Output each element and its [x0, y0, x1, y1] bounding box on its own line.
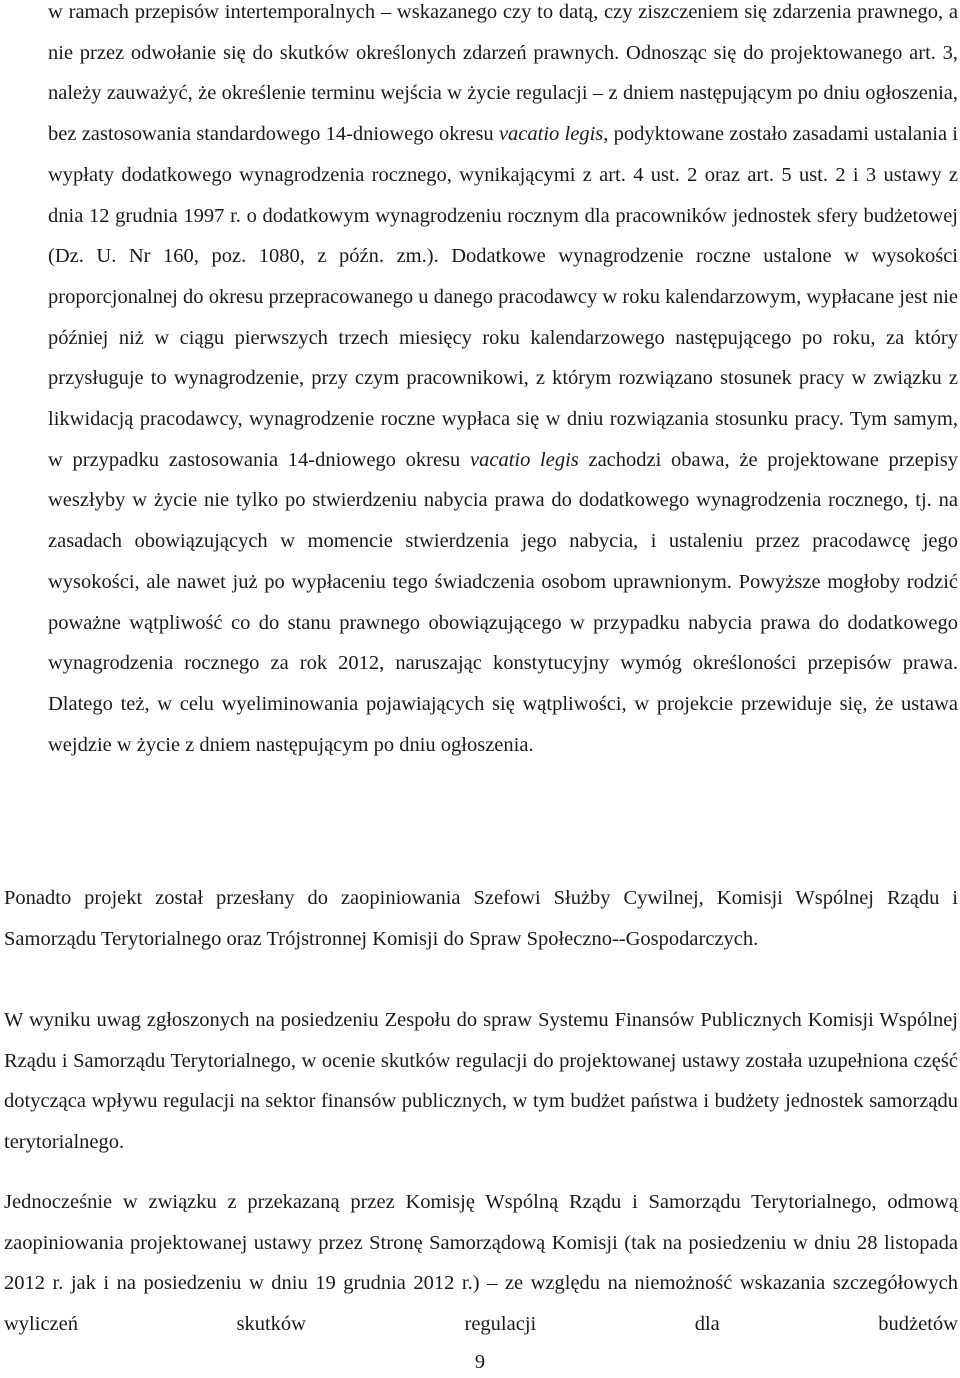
paragraph-1-text-a: w ramach przepisów intertemporalnych – wskazanego czy to datą, czy ziszczeniem się zdarzenia prawnego, a nie przez odwołanie się do skutków określonych zdarzeń prawnych. Odnosząc się do projektowanego art. 3, należy zauważyć, że określenie terminu wejścia w życie regulacji – z dniem następującym po dniu ogłoszenia, bez zastosowania standardowego 14-dniowego okresu	[48, 1, 958, 146]
page-number: 9	[474, 1351, 486, 1373]
paragraph-consultation: Ponadto projekt został przesłany do zaopiniowania Szefowi Służby Cywilnej, Komisji Wspólnej Rządu i Samorządu Terytorialnego oraz Trójstronnej Komisji do Spraw Społeczno--Gospodarczych.	[4, 887, 958, 950]
paragraph-commission-refusal: Jednocześnie w związku z przekazaną przez Komisję Wspólną Rządu i Samorządu Terytorialnego, odmową zaopiniowania projektowanej ustawy przez Stronę Samorządową Komisji (tak na posiedzeniu w dniu 28 listopada 2012 r. jak i na posiedzeniu w dniu 19 grudnia 2012 r.) – ze względu na niemożność wskazania szczegółowych wyliczeń skutków regulacji dla budżetów	[4, 1191, 958, 1336]
paragraph-1-text-c: zachodzi obawa, że projektowane przepisy weszłyby w życie nie tylko po stwierdzeniu nabycia prawa do dodatkowego wynagrodzenia rocznego, tj. na zasadach obowiązujących w momencie stwierdzenia jego nabycia, i ustaleniu przez pracodawcę jego wysokości, ale nawet już po wypłaceniu tego świadczenia osobom uprawnionym. Powyższe mogłoby rodzić poważne wątpliwość co do stanu prawnego obowiązującego w przypadku nabycia prawa do dodatkowego wynagrodzenia rocznego za rok 2012, naruszając konstytucyjny wymóg określoności przepisów prawa. Dlatego też, w celu wyeliminowania pojawiających się wątpliwości, w projekcie przewiduje się, że ustawa wejdzie w życie z dniem następującym po dniu ogłoszenia.	[48, 448, 958, 756]
paragraph-vacatio-legis	[48, 0, 958, 765]
italic-term-vacatio-legis-2: vacatio legis	[470, 448, 579, 471]
paragraph-1-text-b: , podyktowane zostało zasadami ustalania i wypłaty dodatkowego wynagrodzenia rocznego, wynikającymi z art. 4 ust. 2 oraz art. 5 ust. 2 i 3 ustawy z dnia 12 grudnia 1997 r. o dodatkowym wynagrodzeniu rocznym dla pracowników jednostek sfery budżetowej (Dz. U. Nr 160, poz. 1080, z późn. zm.). Dodatkowe wynagrodzenie roczne ustalone w wysokości proporcjonalnej do okresu przepracowanego u danego pracodawcy w roku kalendarzowym, wypłacane jest nie później niż w ciągu pierwszych trzech miesięcy roku kalendarzowego następującego po roku, za który przysługuje to wynagrodzenie, przy czym pracownikowi, z którym rozwiązano stosunek pracy w związku z likwidacją pracodawcy, wynagrodzenie roczne wypłaca się w dniu rozwiązania stosunku pracy. Tym samym, w przypadku zastosowania 14-dniowego okresu	[48, 123, 958, 471]
paragraph-team-remarks: W wyniku uwag zgłoszonych na posiedzeniu Zespołu do spraw Systemu Finansów Publicznych Komisji Wspólnej Rządu i Samorządu Terytorialnego, w ocenie skutków regulacji do projektowanej ustawy została uzupełniona część dotycząca wpływu regulacji na sektor finansów publicznych, w tym budżet państwa i budżety jednostek samorządu terytorialnego.	[4, 1009, 958, 1154]
italic-term-vacatio-legis: vacatio legis	[498, 123, 604, 146]
